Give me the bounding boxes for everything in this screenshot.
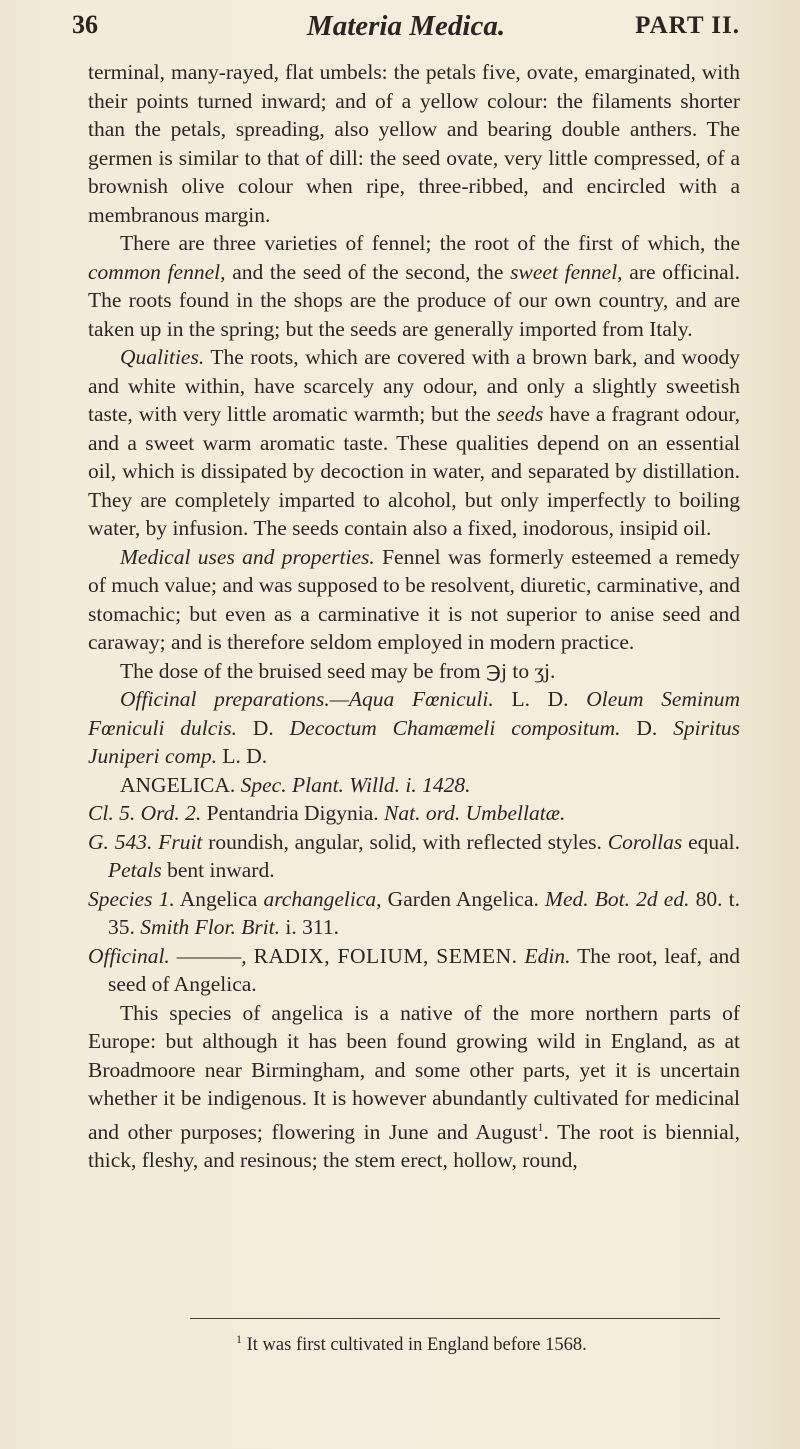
paragraph-fennel-description: terminal, many-rayed, flat umbels: the petals five, ovate, emarginated, with their points turned inward; and of a yellow colour: the filaments shorter than the petals, spreading, also yellow and bearing double anthers. The germen is similar to that of dill: the seed ovate, very little compressed, of a brownish olive colour when ripe, three-ribbed, and encircled with a membranous margin. [88, 60, 740, 227]
paragraph-qualities: Qualities. The roots, which are covered with a brown bark, and woody and white within, have scarcely any odour, and only a slightly sweetish taste, with very little aromatic warmth; but the seeds have a fragrant odour, and a sweet warm aromatic taste. These qualities depend on an essential oil, which is dissipated by decoction in water, and separated by distillation. They are completely imparted to alcohol, but only imperfectly to boiling water, by infusion. The seeds contain also a fixed, inodorous, insipid oil. [88, 345, 741, 540]
paragraph-dose: The dose of the bruised seed may be from ℈j to ʒj. [120, 658, 556, 683]
paragraph-fennel-varieties: There are three varieties of fennel; the root of the first of which, the common fennel, and the seed of the second, the sweet fennel, are officinal. The roots found in the shops are the produce of our own country, and are taken up in the spring; but the seeds are generally imported from Italy. [88, 231, 741, 341]
angelica-heading: ANGELICA. Spec. Plant. Willd. i. 1428. [120, 772, 471, 797]
medical-uses-heading: Medical uses and properties. [120, 544, 375, 569]
paragraph-officinal-preparations: Officinal preparations.—Aqua Fœniculi. L. D. Oleum Seminum Fœniculi dulcis. D. Decoctum Chamæmeli compositum. D. Spiritus Juniperi comp. L. D. [88, 687, 741, 768]
part-label: PART II. [635, 12, 740, 39]
paragraph-medical-uses: Medical uses and properties. Fennel was formerly esteemed a remedy of much value; and was supposed to be resolvent, diuretic, carminative, and stomachic; but even as a carminative it is not superior to anise seed and caraway; and is therefore seldom employed in modern practice. [88, 544, 741, 654]
qualities-heading: Qualities. [120, 345, 205, 369]
page-header [72, 10, 740, 50]
running-title: Materia Medica. [306, 10, 506, 42]
genus-line: G. 543. Fruit roundish, angular, solid, with reflected styles. Corollas equal. Petals bent inward. [88, 829, 740, 882]
class-order-line: Cl. 5. Ord. 2. Pentandria Digynia. Nat. ord. Umbellatæ. [88, 801, 566, 825]
species-line: Species 1. Angelica archangelica, Garden Angelica. Med. Bot. 2d ed. 80. t. 35. Smith Flor. Brit. i. 311. [88, 886, 741, 939]
body-text [88, 58, 740, 1175]
angelica-title: ANGELICA. [120, 772, 236, 797]
page-number: 36 [72, 10, 98, 39]
footnote-text: It was first cultivated in England before 1568. [246, 1335, 587, 1356]
footnote-marker: 1 [236, 1332, 242, 1346]
officinal-line: Officinal. ———, RADIX, FOLIUM, SEMEN. Edin. The root, leaf, and seed of Angelica. [88, 943, 741, 996]
footnote-divider [190, 1318, 720, 1319]
paragraph-angelica-description: This species of angelica is a native of the more northern parts of Europe: but although it has been found growing wild in England, as at Broadmoore near Birmingham, and some other parts, yet it is uncertain whether it be indigenous. It is however abundantly cultivated for medicinal and other purposes; flowering in June and August$^1$. The root is biennial, thick, fleshy, and resinous; the stem erect, hollow, round, [88, 1000, 740, 1173]
footnote [236, 1332, 587, 1356]
footnote-reference: 1 [537, 1119, 544, 1134]
